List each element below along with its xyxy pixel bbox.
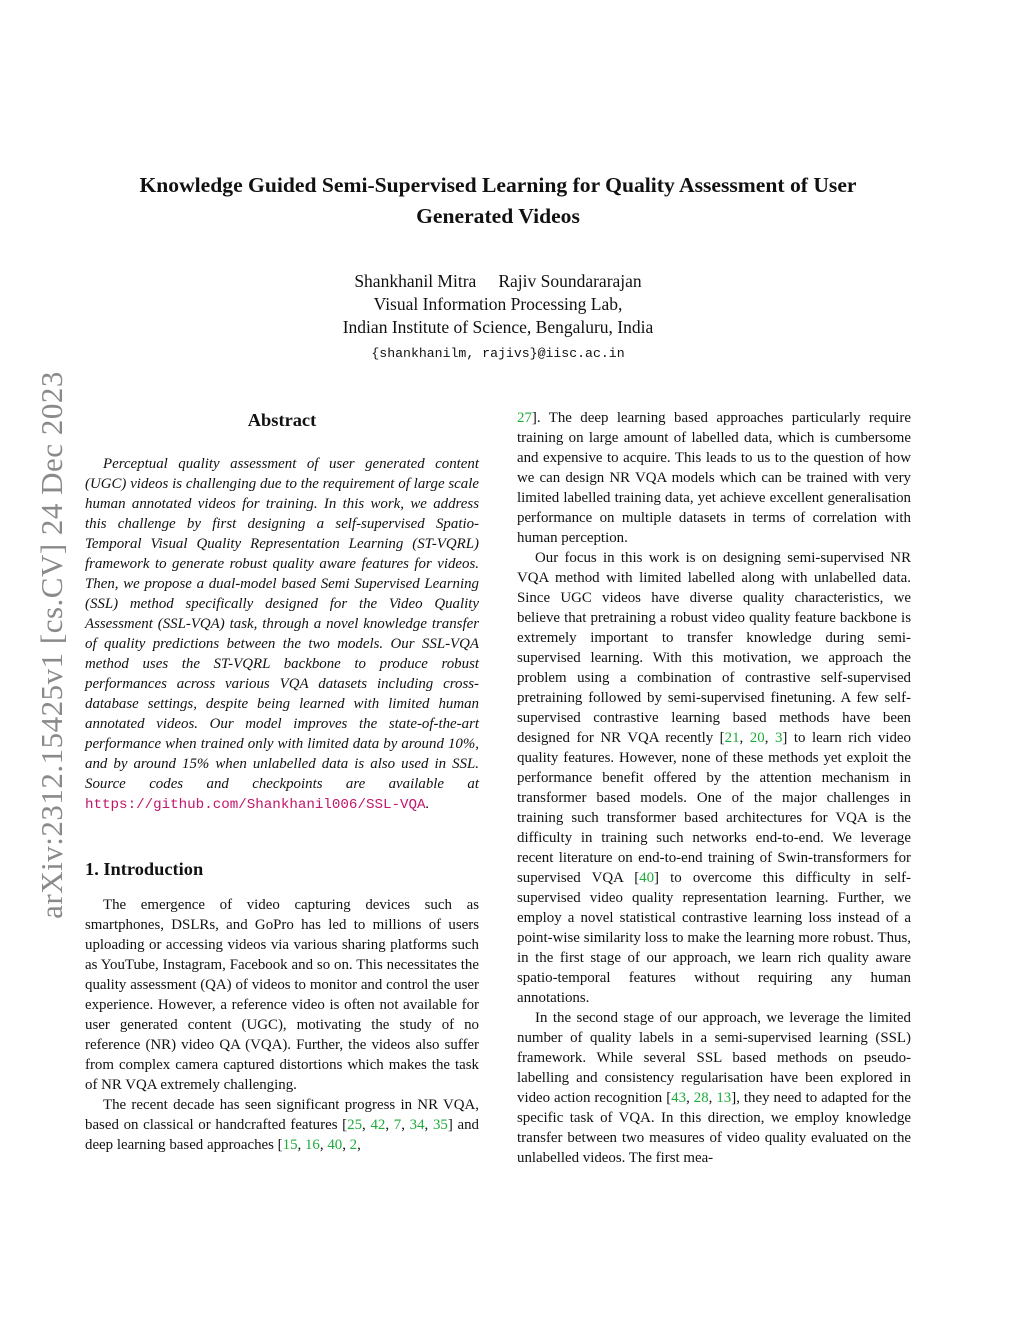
citation-link[interactable]: 27 (517, 410, 532, 426)
abstract-heading: Abstract (247, 410, 317, 430)
citation-link[interactable]: 16 (304, 1137, 320, 1153)
author-names (90, 270, 906, 293)
section-heading-introduction: 1. Introduction (85, 859, 204, 879)
citation-link[interactable]: 42 (370, 1117, 386, 1133)
affiliation-line: Visual Information Processing Lab, (373, 294, 623, 314)
code-link[interactable]: https://github.com/Shankhanil006/SSL-VQA (85, 797, 426, 813)
abstract-body: Perceptual quality assessment of user generated content (UGC) videos is challenging due to the requirement of large scale human annotated videos for training. In this work, we address this challenge by first designing a self-supervised Spatio-Temporal Visual Quality Representation Learning (ST-VQRL) framework to generate robust quality aware features for videos. Then, we propose a dual-model based Semi Supervised Learning (SSL) method specifically designed for the Video Quality Assessment (SSL-VQA) task, through a novel knowledge transfer of quality predictions between the two models. Our SSL-VQA method uses the ST-VQRL backbone to produce robust performances across various VQA datasets including cross-database settings, despite being learned with limited human annotated videos. Our model improves the state-of-the-art performance when trained only with limited data by around 10%, and by around 15% when unlabelled data is also used in SSL. Source codes and checkpoints are available at (85, 456, 479, 792)
author-block (90, 270, 906, 365)
citation-link[interactable]: 13 (716, 1090, 732, 1106)
intro-paragraph-4: In the second stage of our approach, we leverage the limited number of quality labels in a semi-supervised learning (SSL) framework. While several SSL based methods on pseudo-labelling and consistency regularisation have been explored in video action recognition [43, 28, 13], they need to adapted for the specific task of VQA. In this direction, we employ knowledge transfer between two measures of video quality evaluated on the unlabelled videos. The first mea- (517, 1010, 911, 1166)
citation-link[interactable]: 3 (774, 730, 783, 746)
intro-paragraph-3: Our focus in this work is on designing semi-supervised NR VQA method with limited labelled along with unlabelled data. Since UGC videos have diverse quality characteristics, we believe that pretraining a robust video quality feature backbone is extremely important to transfer knowledge during semi-supervised learning. With this motivation, we approach the problem using a combination of contrastive self-supervised pretraining followed by semi-supervised finetuning. A few self-supervised contrastive learning based methods have been designed for NR VQA recently [21, 20, 3] to learn rich video quality features. However, none of these methods yet exploit the performance benefit offered by the attention mechanism in transformer based models. One of the major challenges in training such transformer based architectures for VQA is the difficulty in training such networks end-to-end. We leverage recent literature on end-to-end training of Swin-transformers for supervised VQA [40] to overcome this difficulty in self-supervised video quality representation learning. Further, we employ a novel statistical contrastive learning loss instead of a point-wise similarity loss to make the learning more robust. Thus, in the first stage of our approach, we learn rich quality aware spatio-temporal features without requiring any human annotations. (517, 550, 911, 1006)
paper-title: Knowledge Guided Semi-Supervised Learning for Quality Assessment of User Generated Videos (139, 173, 857, 228)
right-column (517, 408, 911, 1168)
affiliation-line: Indian Institute of Science, Bengaluru, India (342, 317, 654, 337)
intro-paragraph-2-start: The recent decade has seen significant progress in NR VQA, based on classical or handcrafted features [25, 42, 7, 34, 35] and deep learning based approaches [15, 16, 40, 2, (85, 1097, 479, 1153)
citation-link[interactable]: 35 (432, 1117, 448, 1133)
citation-link[interactable]: 2 (349, 1137, 358, 1153)
left-column (85, 408, 479, 1155)
citation-link[interactable]: 34 (409, 1117, 425, 1133)
arxiv-sidebar (30, 350, 74, 940)
citation-link[interactable]: 15 (282, 1137, 298, 1153)
intro-paragraph-2-continued: 27]. The deep learning based approaches particularly require training on large amount of labelled data, which is cumbersome and expensive to acquire. This leads to us to the question of how we can design NR VQA models which can be trained with very limited labelled training data, yet achieve excellent generalisation performance on multiple datasets in terms of correlation with human perception. (517, 410, 911, 546)
intro-paragraph-1: The emergence of video capturing devices such as smartphones, DSLRs, and GoPro has led to millions of users uploading or accessing videos via various sharing platforms such as YouTube, Instagram, Facebook and so on. This necessitates the quality assessment (QA) of videos to monitor and control the user experience. However, a reference video is often not available for user generated content (UGC), motivating the study of no reference (NR) video QA (VQA). Further, the videos also suffer from complex camera captured distortions which makes the task of NR VQA extremely challenging. (85, 897, 479, 1093)
citation-link[interactable]: 40 (327, 1137, 343, 1153)
citation-link[interactable]: 20 (749, 730, 765, 746)
citation-link[interactable]: 21 (724, 730, 740, 746)
author-name: Shankhanil Mitra (354, 271, 477, 291)
citation-link[interactable]: 7 (393, 1117, 402, 1133)
citation-link[interactable]: 43 (671, 1090, 687, 1106)
arxiv-identifier: arXiv:2312.15425v1 [cs.CV] 24 Dec 2023 (34, 371, 69, 919)
author-name: Rajiv Soundararajan (498, 271, 642, 291)
citation-link[interactable]: 40 (639, 870, 655, 886)
citation-link[interactable]: 25 (347, 1117, 363, 1133)
author-email: {shankhanilm, rajivs}@iisc.ac.in (371, 346, 625, 361)
abstract-text: Perceptual quality assessment of user generated content (UGC) videos is challenging due to the requirement of large scale human annotated videos for training. In this work, we address this challenge by first designing a self-supervised Spatio-Temporal Visual Quality Representation Learning (ST-VQRL) framework to generate robust quality aware features for videos. Then, we propose a dual-model based Semi Supervised Learning (SSL) method specifically designed for the Video Quality Assessment (SSL-VQA) task, through a novel knowledge transfer of quality predictions between the two models. Our SSL-VQA method uses the ST-VQRL backbone to produce robust performances across various VQA datasets including cross-database settings, despite being learned with limited human annotated videos. Our model improves the state-of-the-art performance when trained only with limited data by around 10%, and by around 15% when unlabelled data is also used in SSL. Source codes and checkpoints are available at https://github.com/Shankhanil006/SSL-VQA. (85, 456, 479, 813)
citation-link[interactable]: 28 (693, 1090, 709, 1106)
